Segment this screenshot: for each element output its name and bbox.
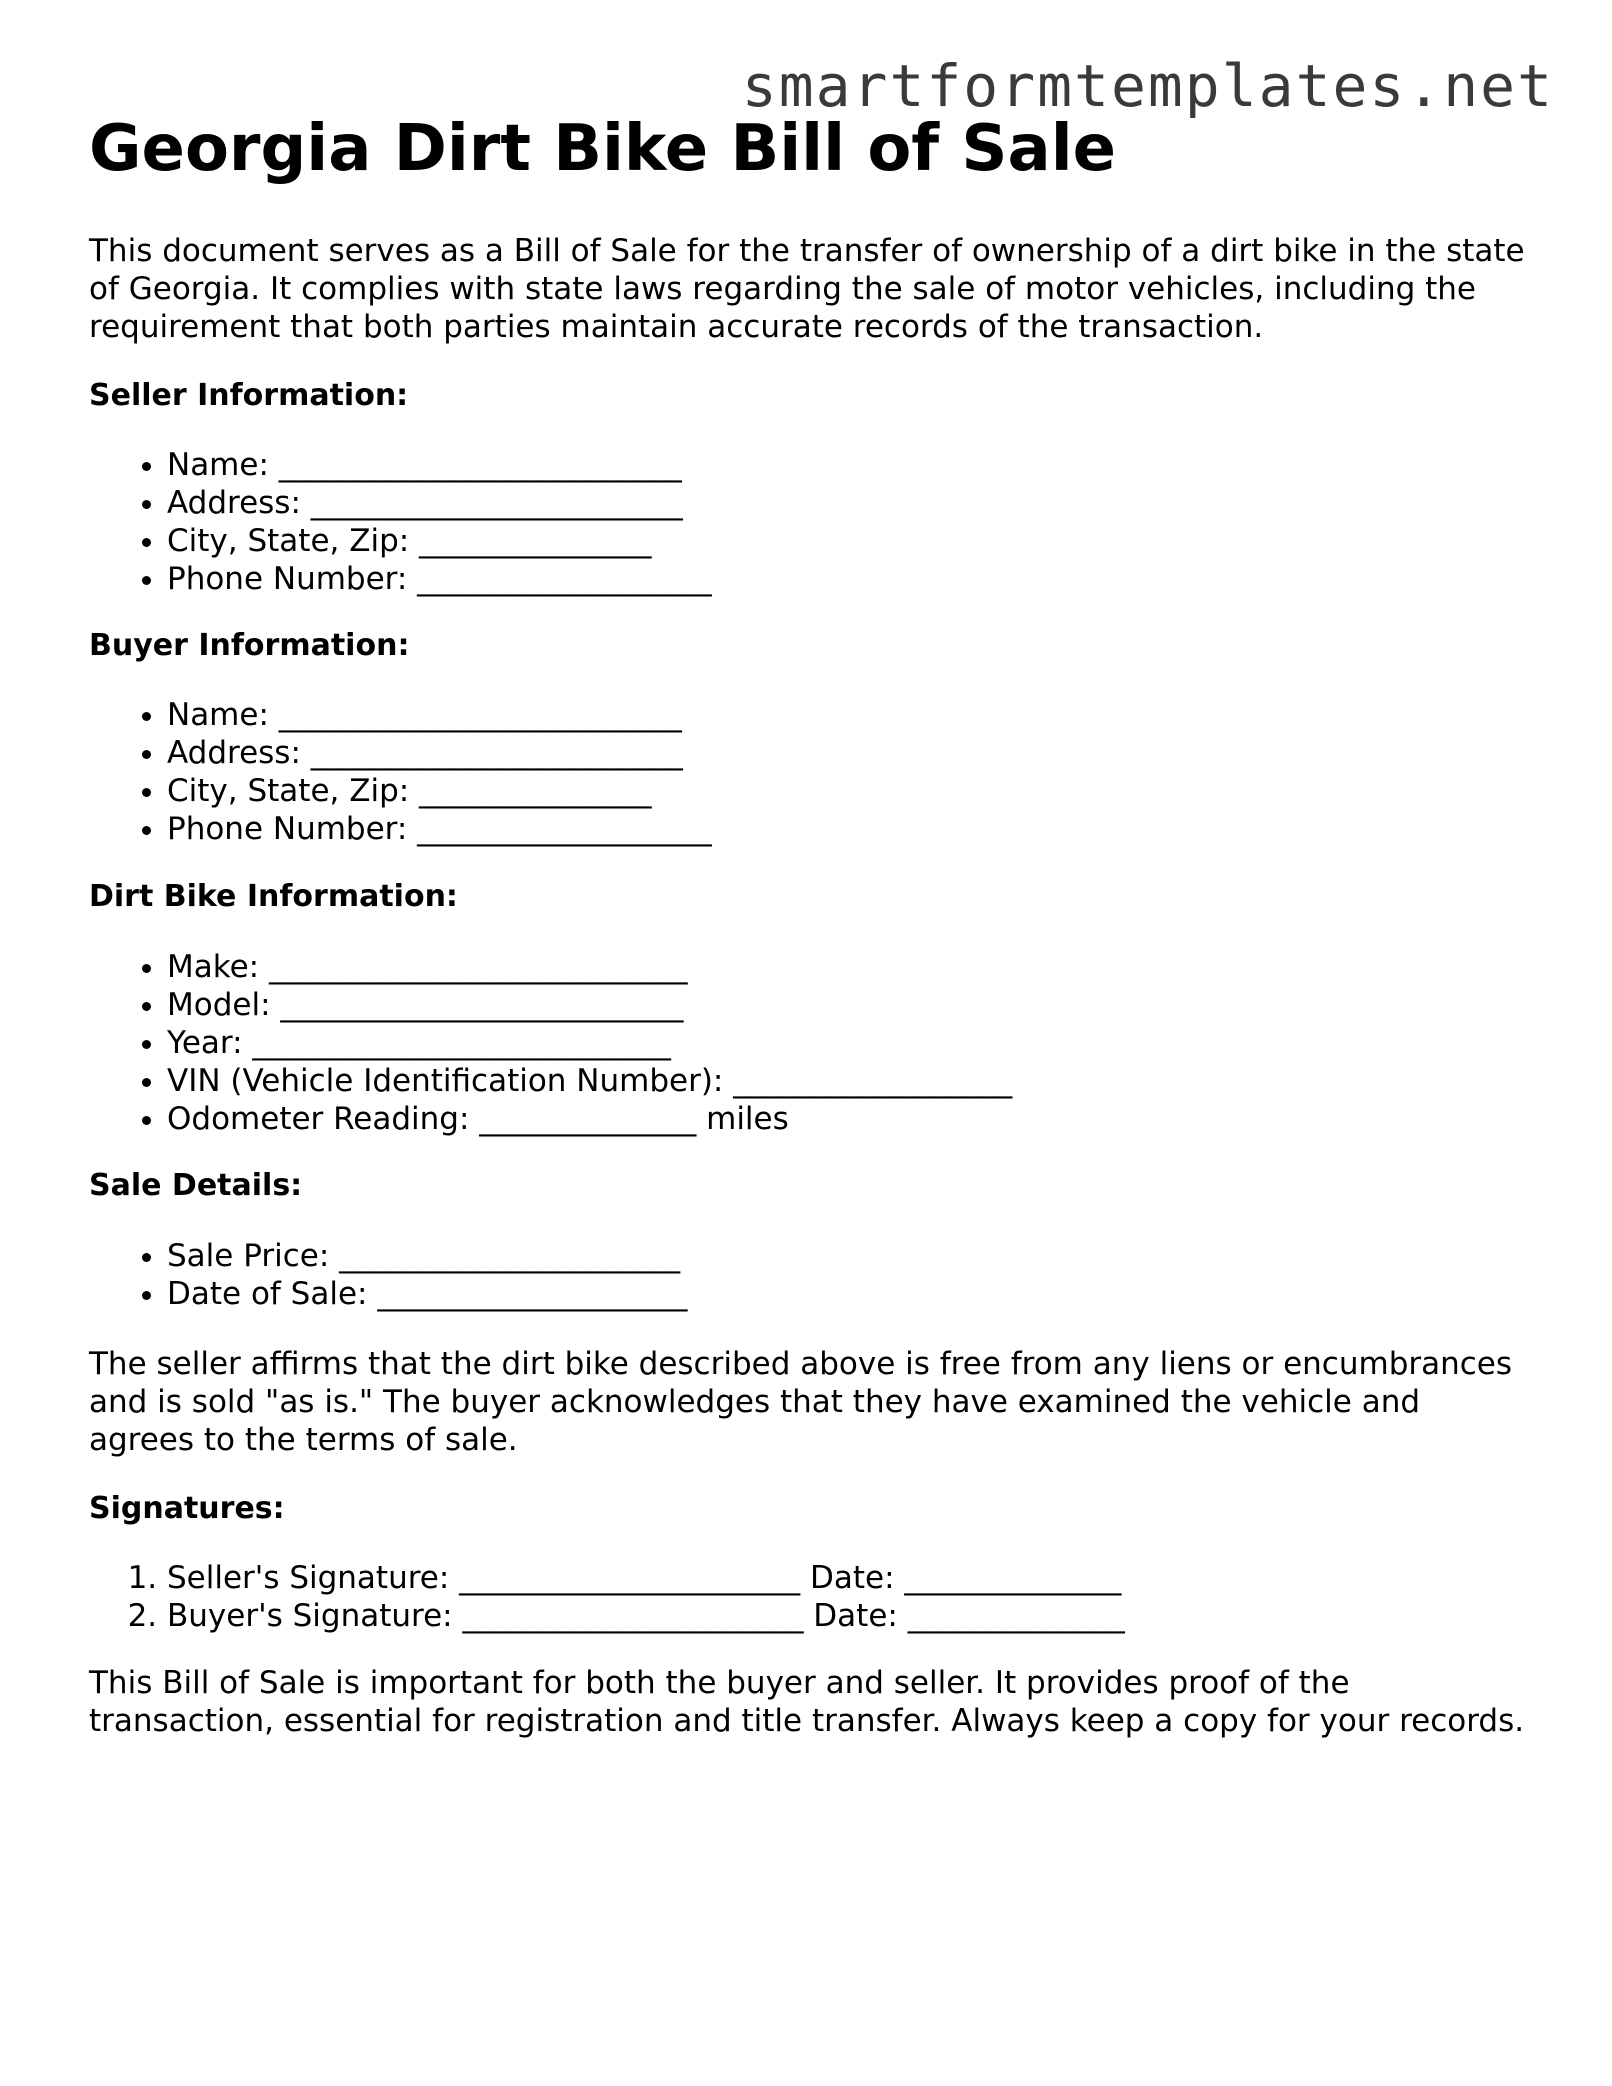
bike-year-field: • Year: ___________________________ bbox=[167, 1024, 1012, 1062]
sale-heading: Sale Details: bbox=[89, 1168, 303, 1203]
sale-list bbox=[89, 1237, 687, 1313]
buyer-heading: Buyer Information: bbox=[89, 628, 410, 663]
seller-city-state-zip-field: • City, State, Zip: _______________ bbox=[167, 522, 712, 560]
closing-paragraph: This Bill of Sale is important for both the buyer and seller. It provides proof of the transaction, essential for registration and title transfer. Always keep a copy for your records. bbox=[89, 1665, 1525, 1739]
seller-list bbox=[89, 446, 712, 598]
buyer-name-field: • Name: __________________________ bbox=[167, 696, 712, 734]
buyer-signature-line: 2. Buyer's Signature: ______________________ Date: ______________ bbox=[167, 1597, 1125, 1635]
signatures-heading: Signatures: bbox=[89, 1491, 285, 1526]
seller-address-field: • Address: ________________________ bbox=[167, 484, 712, 522]
intro-paragraph: This document serves as a Bill of Sale for the transfer of ownership of a dirt bike in the state of Georgia. It complies with state laws regarding the sale of motor vehicles, including the requirement that both parties maintain accurate records of the transaction. bbox=[89, 233, 1525, 345]
bike-odometer-field: • Odometer Reading: ______________ miles bbox=[167, 1100, 1012, 1138]
site-watermark: smartformtemplates.net bbox=[741, 52, 1554, 120]
buyer-list bbox=[89, 696, 712, 848]
bike-list bbox=[89, 948, 1012, 1138]
bike-make-field: • Make: ___________________________ bbox=[167, 948, 1012, 986]
seller-phone-field: • Phone Number: ___________________ bbox=[167, 560, 712, 598]
signatures-list bbox=[89, 1559, 1125, 1635]
seller-signature-line: 1. Seller's Signature: ______________________ Date: ______________ bbox=[167, 1559, 1125, 1597]
sale-price-field: • Sale Price: ______________________ bbox=[167, 1237, 687, 1275]
buyer-city-state-zip-field: • City, State, Zip: _______________ bbox=[167, 772, 712, 810]
bike-heading: Dirt Bike Information: bbox=[89, 879, 458, 914]
seller-name-field: • Name: __________________________ bbox=[167, 446, 712, 484]
sale-date-field: • Date of Sale: ____________________ bbox=[167, 1275, 687, 1313]
bike-vin-field: • VIN (Vehicle Identification Number): __________________ bbox=[167, 1062, 1012, 1100]
buyer-address-field: • Address: ________________________ bbox=[167, 734, 712, 772]
bike-model-field: • Model: __________________________ bbox=[167, 986, 1012, 1024]
seller-heading: Seller Information: bbox=[89, 378, 409, 413]
document-title: Georgia Dirt Bike Bill of Sale bbox=[89, 112, 1117, 186]
buyer-phone-field: • Phone Number: ___________________ bbox=[167, 810, 712, 848]
affirmation-paragraph: The seller affirms that the dirt bike described above is free from any liens or encumbrances and is sold "as is." The buyer acknowledges that they have examined the vehicle and agrees to the terms of sale. bbox=[89, 1346, 1513, 1458]
